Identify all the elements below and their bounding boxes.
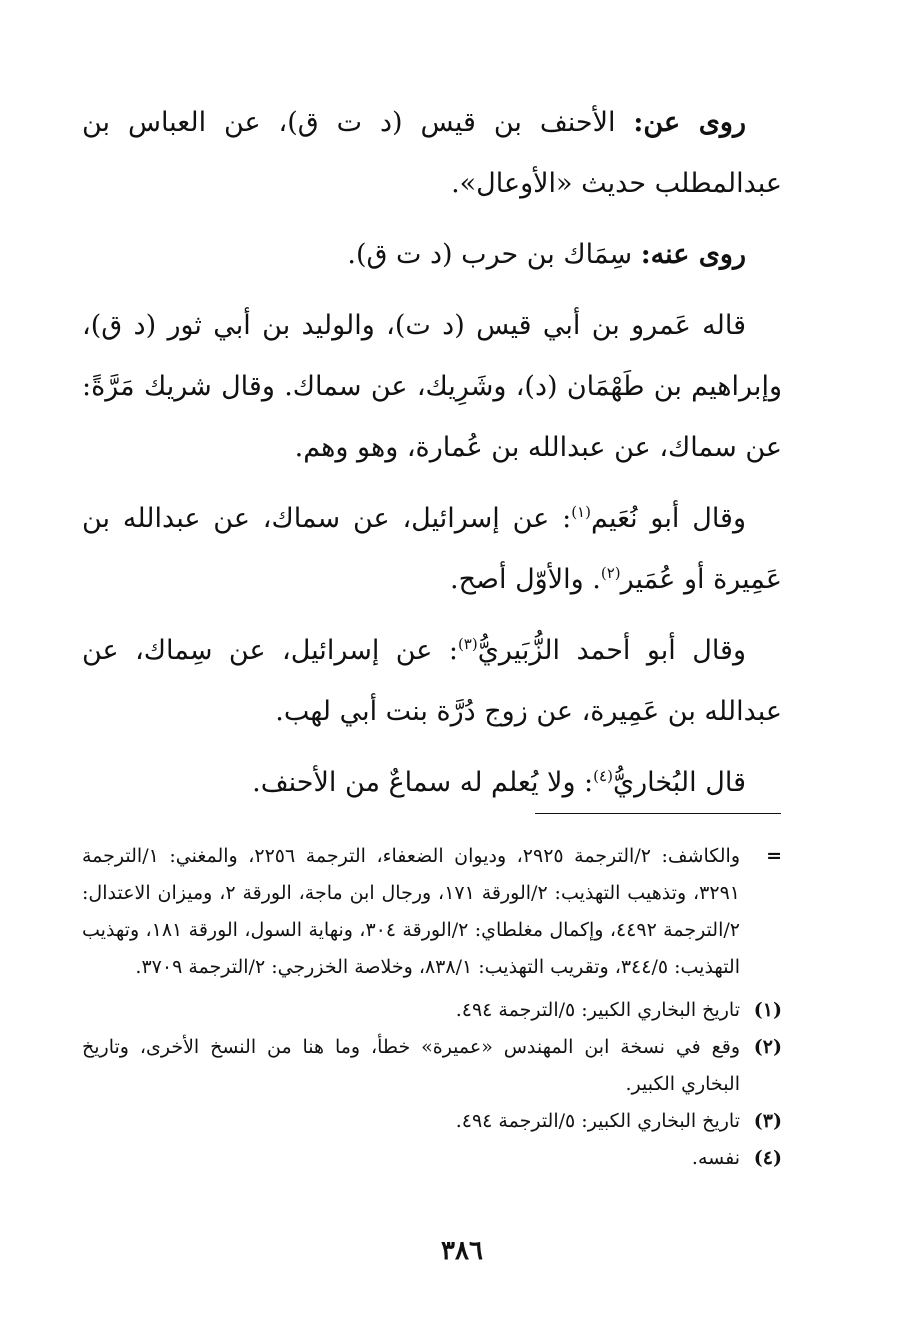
paragraph-abu-nuaym <box>82 488 782 610</box>
label-narrated-by: روى عنه: <box>640 239 746 270</box>
paragraph-text: قال البُخاريُّ <box>612 767 746 798</box>
paragraph-text: الأحنف بن قيس (د ت ق)، عن العباس بن عبدالمطلب حديث «الأوعال». <box>82 107 782 199</box>
paragraph-text: : ولا يُعلم له سماعٌ من الأحنف. <box>252 767 594 798</box>
footnote-number: (٢) <box>753 1036 782 1058</box>
footnote-text: نفسه. <box>691 1147 740 1169</box>
paragraph-text: سِمَاك بن حرب (د ت ق). <box>347 239 641 270</box>
footnote-ref-4[interactable]: (٤) <box>593 767 613 785</box>
footnote-2 <box>82 1029 782 1103</box>
footnote-number: (٣) <box>753 1110 782 1132</box>
footnote-4 <box>82 1140 782 1177</box>
footnote-text: تاريخ البخاري الكبير: ٥/الترجمة ٤٩٤. <box>455 1110 740 1132</box>
paragraph-narrated-from <box>82 92 782 214</box>
paragraph-text: وقال أبو نُعَيم <box>590 503 746 534</box>
paragraph-text: : عن إسرائيل، عن سِماك، عن عبدالله بن عَمِيرة، عن زوج دُرَّة بنت أبي لهب. <box>82 635 782 727</box>
label-narrated-from: روى عن: <box>633 107 746 138</box>
footnote-continuation <box>82 838 782 986</box>
paragraph-bukhari <box>82 752 782 813</box>
footnote-ref-2[interactable]: (٢) <box>600 564 621 582</box>
paragraph-text: وقال أبو أحمد الزُّبَيريُّ <box>477 635 747 666</box>
footnote-ref-3[interactable]: (٣) <box>457 635 478 653</box>
footnotes <box>82 838 782 1177</box>
footnote-separator <box>535 813 781 814</box>
paragraph-narrated-by <box>82 224 782 285</box>
footnote-text: وقع في نسخة ابن المهندس «عميرة» خطأ، وما هنا من النسخ الأخرى، وتاريخ البخاري الكبير. <box>82 1036 740 1095</box>
page-number: ٣٨٦ <box>441 1236 483 1266</box>
footnote-number: (٤) <box>753 1147 782 1169</box>
main-text <box>82 92 782 813</box>
footnote-text: والكاشف: ٢/الترجمة ٢٩٢٥، وديوان الضعفاء، الترجمة ٢٢٥٦، والمغني: ١/الترجمة ٣٢٩١، وتذهيب التهذيب: ٢/الورقة ١٧١، ورجال ابن ماجة، الورقة ٢، وميزان الاعتدال: ٢/الترجمة ٤٤٩٢، وإكمال مغلطاي: ٢/الورقة ٣٠٤، ونهاية السول، الورقة ١٨١، وتهذيب التهذيب: ٣٤٤/٥، وتقريب التهذيب: ٨٣٨/١، وخلاصة الخزرجي: ٢/الترجمة ٣٧٠٩. <box>82 845 740 978</box>
paragraph-text: قاله عَمرو بن أبي قيس (د ت)، والوليد بن أبي ثور (د ق)، وإبراهيم بن طَهْمَان (د)، وشَرِيك، عن سماك. وقال شريك مَرَّةً: عن سماك، عن عبدالله بن عُمارة، وهو وهم. <box>82 310 782 463</box>
footnote-3 <box>82 1103 782 1140</box>
paragraph-text: . والأوّل أصح. <box>450 564 601 595</box>
footnote-ref-1[interactable]: (١) <box>571 503 591 521</box>
paragraph-sayers <box>82 295 782 478</box>
continuation-mark: = <box>766 845 782 867</box>
paragraph-text: : عن إسرائيل، عن سماك، عن عبدالله بن عَمِيرة أو عُمَير <box>82 503 782 595</box>
footnote-number: (١) <box>753 999 782 1021</box>
paragraph-zubayri <box>82 620 782 742</box>
footnote-1 <box>82 992 782 1029</box>
footnote-text: تاريخ البخاري الكبير: ٥/الترجمة ٤٩٤. <box>455 999 740 1021</box>
